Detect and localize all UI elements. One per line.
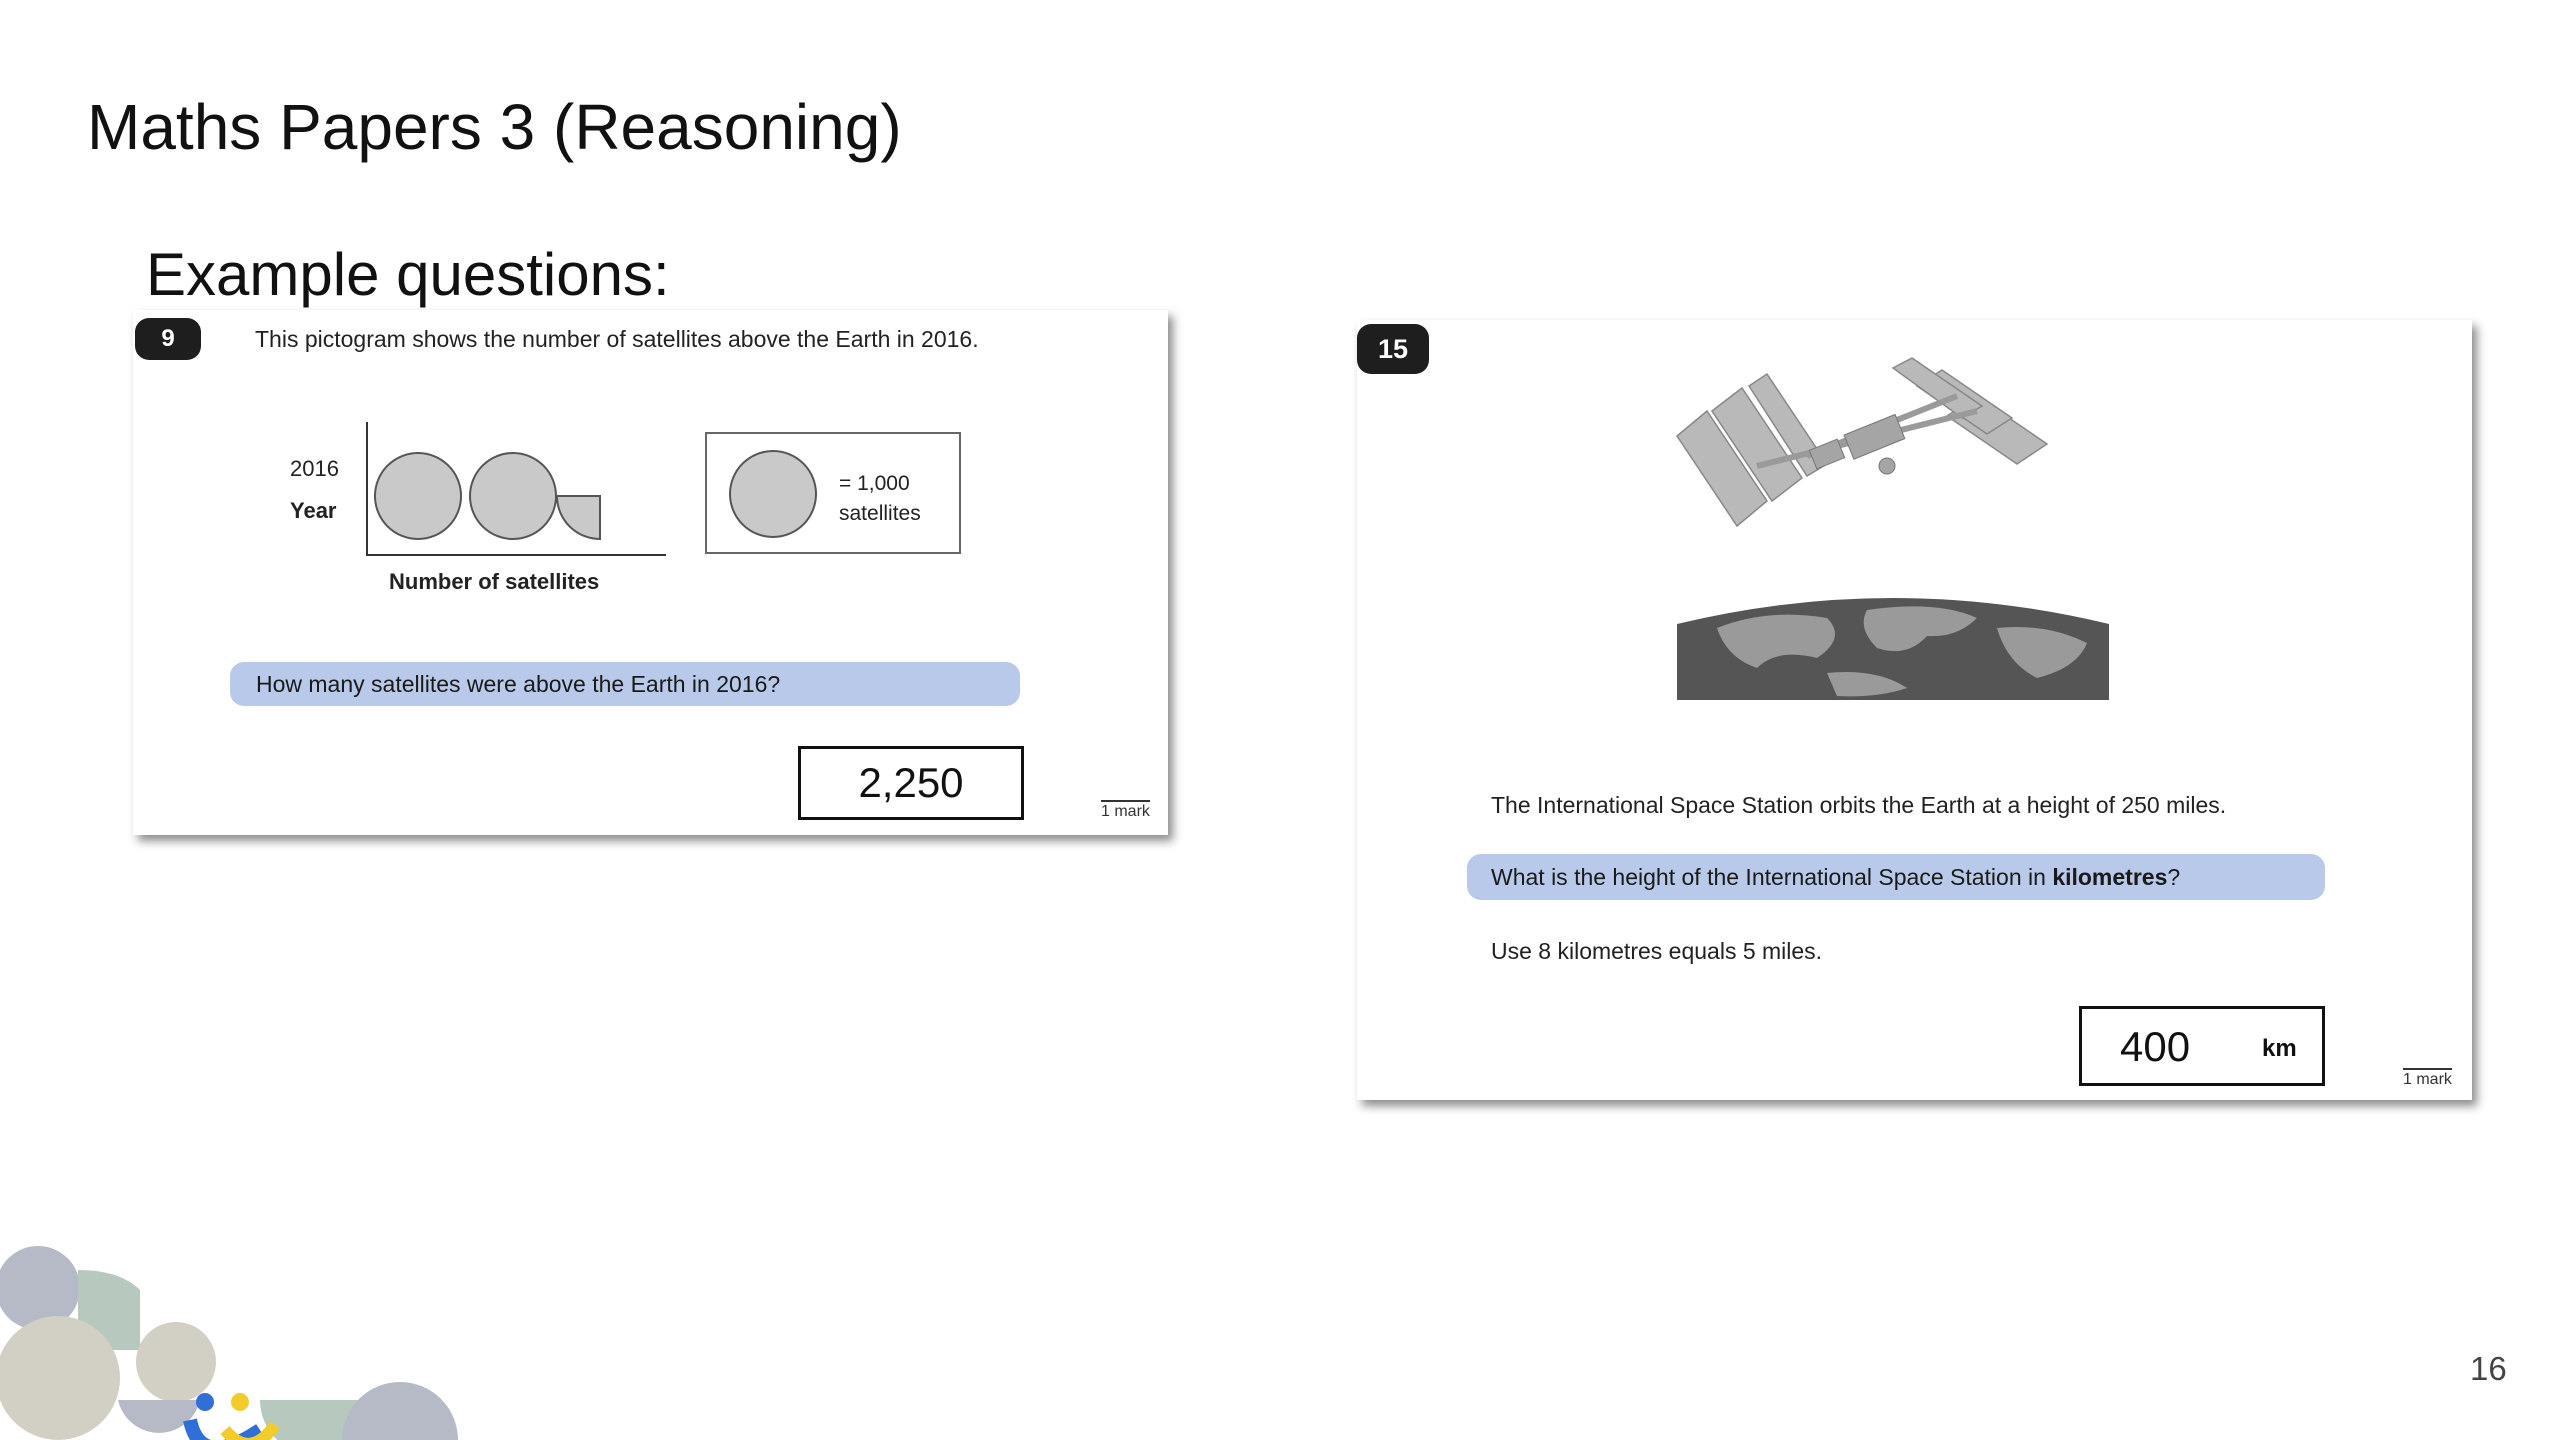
question-15-statement: The International Space Station orbits the Earth at a height of 250 miles. bbox=[1491, 792, 2227, 818]
slide-subtitle: Example questions: bbox=[146, 241, 670, 308]
marks-label: 1 mark bbox=[1101, 800, 1150, 821]
pictogram-x-axis-label: Number of satellites bbox=[389, 569, 600, 594]
school-logo bbox=[0, 1230, 460, 1440]
pictogram-quarter-symbol bbox=[557, 496, 600, 539]
question-15-card bbox=[1357, 320, 2472, 1100]
pictogram-axis bbox=[366, 422, 368, 556]
question-15-bold-word: kilometres bbox=[2052, 864, 2168, 890]
marks-label: 1 mark bbox=[2403, 1068, 2452, 1089]
key-symbol bbox=[727, 448, 819, 540]
pictogram-key bbox=[705, 432, 961, 554]
question-15-text: What is the height of the International Space Station in bbox=[1491, 864, 2053, 890]
pictogram-full-symbol bbox=[375, 453, 461, 539]
question-15-highlight bbox=[1467, 854, 2325, 900]
question-9-highlight: How many satellites were above the Earth in 2016? bbox=[230, 662, 1020, 706]
pictogram-axis-label-year: Year bbox=[290, 498, 337, 523]
question-15-punctuation: ? bbox=[2167, 864, 2181, 890]
question-number-badge: 9 bbox=[135, 318, 201, 360]
slide-title: Maths Papers 3 (Reasoning) bbox=[87, 91, 902, 163]
earth-icon bbox=[1677, 588, 2109, 700]
pictogram-symbols bbox=[373, 450, 613, 550]
space-station-icon bbox=[1657, 356, 2097, 586]
key-unit: satellites bbox=[839, 502, 921, 525]
pictogram bbox=[133, 310, 1168, 610]
question-9-prompt: This pictogram shows the number of satellites above the Earth in 2016. bbox=[255, 326, 979, 352]
question-15-hint: Use 8 kilometres equals 5 miles. bbox=[1491, 938, 1823, 964]
pictogram-axis-baseline bbox=[366, 554, 666, 556]
answer-value: 400 bbox=[2120, 1023, 2191, 1070]
pictogram-full-symbol bbox=[470, 453, 556, 539]
question-9-card bbox=[133, 310, 1168, 835]
answer-unit: km bbox=[2262, 1035, 2297, 1062]
answer-box bbox=[2079, 1006, 2325, 1086]
pictogram-row-label: 2016 bbox=[290, 456, 339, 481]
page-number: 16 bbox=[2470, 1350, 2507, 1387]
key-value: = 1,000 bbox=[839, 472, 910, 495]
answer-box: 2,250 bbox=[798, 746, 1024, 820]
question-number-badge: 15 bbox=[1357, 324, 1429, 374]
